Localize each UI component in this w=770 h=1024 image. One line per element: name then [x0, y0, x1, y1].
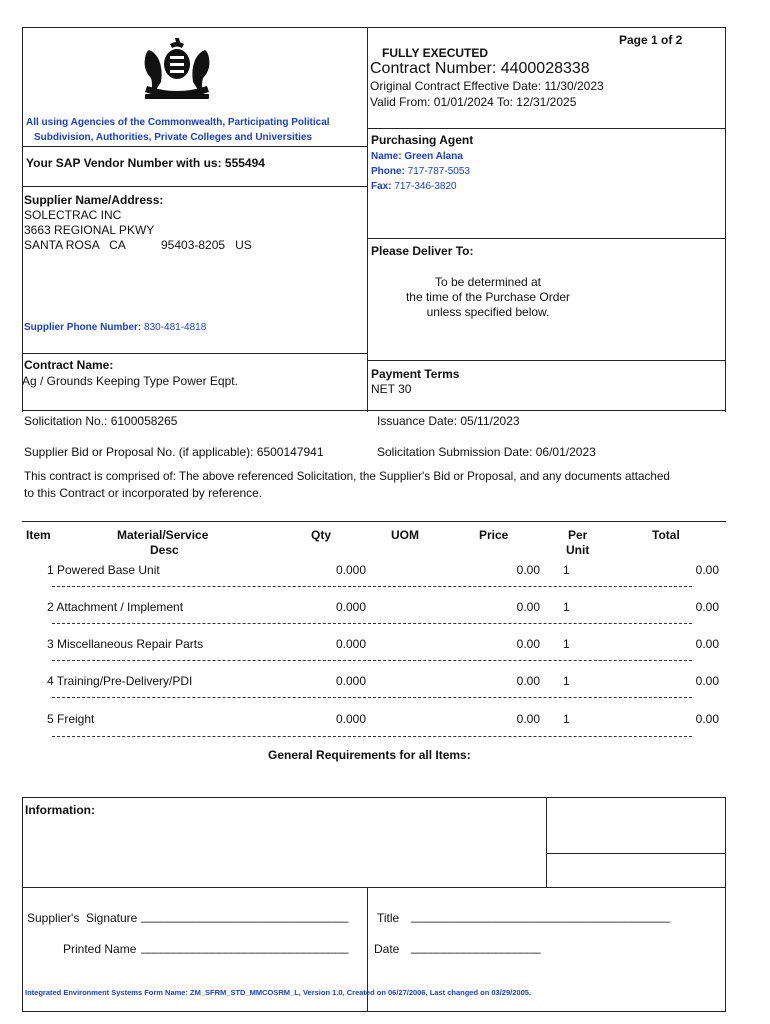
row-qty: 0.000: [336, 712, 367, 726]
agent-fax: [371, 181, 457, 192]
signature-top-line: [22, 887, 726, 888]
row-desc: 2 Attachment / Implement: [47, 600, 184, 614]
commonwealth-seal: [137, 36, 217, 102]
supplier-name: SOLECTRAC INC: [24, 208, 122, 222]
purchasing-agent-label: Purchasing Agent: [371, 133, 474, 147]
row-desc: 3 Miscellaneous Repair Parts: [47, 637, 204, 651]
row-price: 0.00: [516, 674, 540, 688]
deliver-line-2: the time of the Purchase Order: [405, 290, 571, 304]
col-header-unit: Unit: [566, 543, 590, 557]
supplier-phone-label: Supplier Phone Number:: [24, 322, 142, 333]
col-header-desc: Desc: [150, 543, 179, 557]
col-header-qty: Qty: [311, 528, 332, 542]
title-label: Title: [377, 911, 400, 925]
agent-phone-label: Phone:: [371, 166, 405, 177]
row-per: 1: [563, 563, 570, 577]
row-total: 0.00: [695, 600, 719, 614]
vendor-number: Your SAP Vendor Number with us: 555494: [26, 156, 265, 170]
divider-vendor: [22, 146, 368, 147]
agent-phone: [371, 166, 470, 177]
agent-name-label: Name:: [371, 151, 402, 162]
col-header-material: Material/Service: [117, 528, 209, 542]
row-separator: [52, 660, 692, 661]
row-qty: 0.000: [336, 563, 367, 577]
col-header-total: Total: [652, 528, 680, 542]
footer-form-info: Integrated Environment Systems Form Name: ZM_SFRM_STD_MMCOSRM_L, Version 1.0, Created on 06/27/2006, Last changed on 03/29/2005.: [25, 988, 531, 997]
row-separator: [52, 586, 692, 587]
supplier-city: SANTA ROSA CA: [24, 238, 126, 252]
table-top-line: [22, 521, 726, 522]
divider-deliver: [367, 238, 726, 239]
information-label: Information:: [25, 803, 95, 817]
frame-top: [22, 27, 726, 28]
agent-fax-label: Fax:: [371, 181, 392, 192]
row-per: 1: [563, 600, 570, 614]
row-per: 1: [563, 674, 570, 688]
col-header-uom: UOM: [391, 528, 419, 542]
frame-middle: [367, 27, 368, 412]
row-desc: 5 Freight: [47, 712, 95, 726]
divider-solicitation: [22, 410, 726, 411]
payment-terms-label: Payment Terms: [371, 367, 460, 381]
row-qty: 0.000: [336, 600, 367, 614]
date-label: Date: [374, 942, 400, 956]
row-separator: [52, 623, 692, 624]
info-right: [725, 797, 726, 1012]
agencies-line-2: Subdivision, Authorities, Private Colleges and Universities: [34, 132, 313, 143]
comprised-line-1: This contract is comprised of: The above referenced Solicitation, the Supplier's Bid or Proposal, and any documents attached: [24, 470, 670, 483]
supplier-zip: 95403-8205 US: [161, 238, 252, 252]
solicitation-number: Solicitation No.: 6100058265: [24, 414, 178, 428]
agent-phone-value: 717-787-5053: [407, 166, 470, 177]
col-header-per: Per: [568, 528, 588, 542]
agent-fax-value: 717-346-3820: [394, 181, 457, 192]
row-per: 1: [563, 712, 570, 726]
supplier-street: 3663 REGIONAL PKWY: [24, 223, 155, 237]
divider-contract-name: [22, 353, 368, 354]
info-mid-line: [546, 853, 726, 854]
bid-proposal-number: Supplier Bid or Proposal No. (if applicable): 6500147941: [24, 445, 324, 459]
supplier-signature-label: Supplier's Signature: [27, 911, 138, 925]
issuance-date: Issuance Date: 05/11/2023: [377, 414, 520, 428]
comprised-line-2: to this Contract or incorporated by reference.: [24, 486, 263, 500]
col-header-price: Price: [479, 528, 509, 542]
valid-dates: Valid From: 01/01/2024 To: 12/31/2025: [370, 95, 577, 109]
row-desc: 4 Training/Pre-Delivery/PDI: [47, 674, 193, 688]
row-qty: 0.000: [336, 637, 367, 651]
date-line[interactable]: ____________________: [411, 940, 541, 954]
row-total: 0.00: [695, 712, 719, 726]
original-effective-date: Original Contract Effective Date: 11/30/2023: [370, 79, 604, 93]
agent-name-value: Green Alana: [404, 151, 463, 162]
row-per: 1: [563, 637, 570, 651]
deliver-to-label: Please Deliver To:: [371, 244, 474, 258]
supplier-label: Supplier Name/Address:: [24, 193, 164, 207]
row-total: 0.00: [695, 674, 719, 688]
frame-right: [725, 27, 726, 412]
row-price: 0.00: [516, 712, 540, 726]
info-top-line: [22, 797, 726, 798]
supplier-phone-value: 830-481-4818: [144, 322, 207, 333]
contract-name-label: Contract Name:: [24, 358, 114, 372]
contract-name-value: Ag / Grounds Keeping Type Power Eqpt.: [22, 374, 238, 388]
agent-name: [371, 151, 463, 162]
col-header-item: Item: [26, 528, 51, 542]
row-total: 0.00: [695, 563, 719, 577]
submission-date: Solicitation Submission Date: 06/01/2023: [377, 445, 596, 459]
divider-purchasing: [367, 128, 726, 129]
page-indicator: Page 1 of 2: [619, 33, 683, 47]
row-separator: [52, 736, 692, 737]
frame-left: [22, 27, 23, 412]
status-label: FULLY EXECUTED: [382, 46, 489, 60]
printed-name-line[interactable]: ________________________________: [141, 940, 349, 954]
frame-bottom: [22, 1011, 726, 1012]
row-price: 0.00: [516, 637, 540, 651]
row-price: 0.00: [516, 563, 540, 577]
printed-name-label: Printed Name: [63, 942, 137, 956]
row-price: 0.00: [516, 600, 540, 614]
info-left: [22, 797, 23, 1012]
row-separator: [52, 697, 692, 698]
payment-terms-value: NET 30: [371, 382, 412, 396]
row-desc: 1 Powered Base Unit: [47, 563, 160, 577]
row-qty: 0.000: [336, 674, 367, 688]
supplier-phone: [24, 322, 206, 333]
supplier-signature-line[interactable]: ________________________________: [141, 909, 349, 923]
divider-supplier: [22, 186, 368, 187]
agencies-line-1: All using Agencies of the Commonwealth, Participating Political: [26, 117, 330, 128]
info-divider: [546, 797, 547, 887]
title-line[interactable]: ________________________________________: [411, 909, 670, 923]
general-requirements-heading: General Requirements for all Items:: [268, 748, 471, 762]
row-total: 0.00: [695, 637, 719, 651]
deliver-line-1: To be determined at: [434, 275, 542, 289]
divider-payment: [367, 360, 726, 361]
contract-number: Contract Number: 4400028338: [370, 60, 590, 77]
deliver-line-3: unless specified below.: [426, 305, 550, 319]
